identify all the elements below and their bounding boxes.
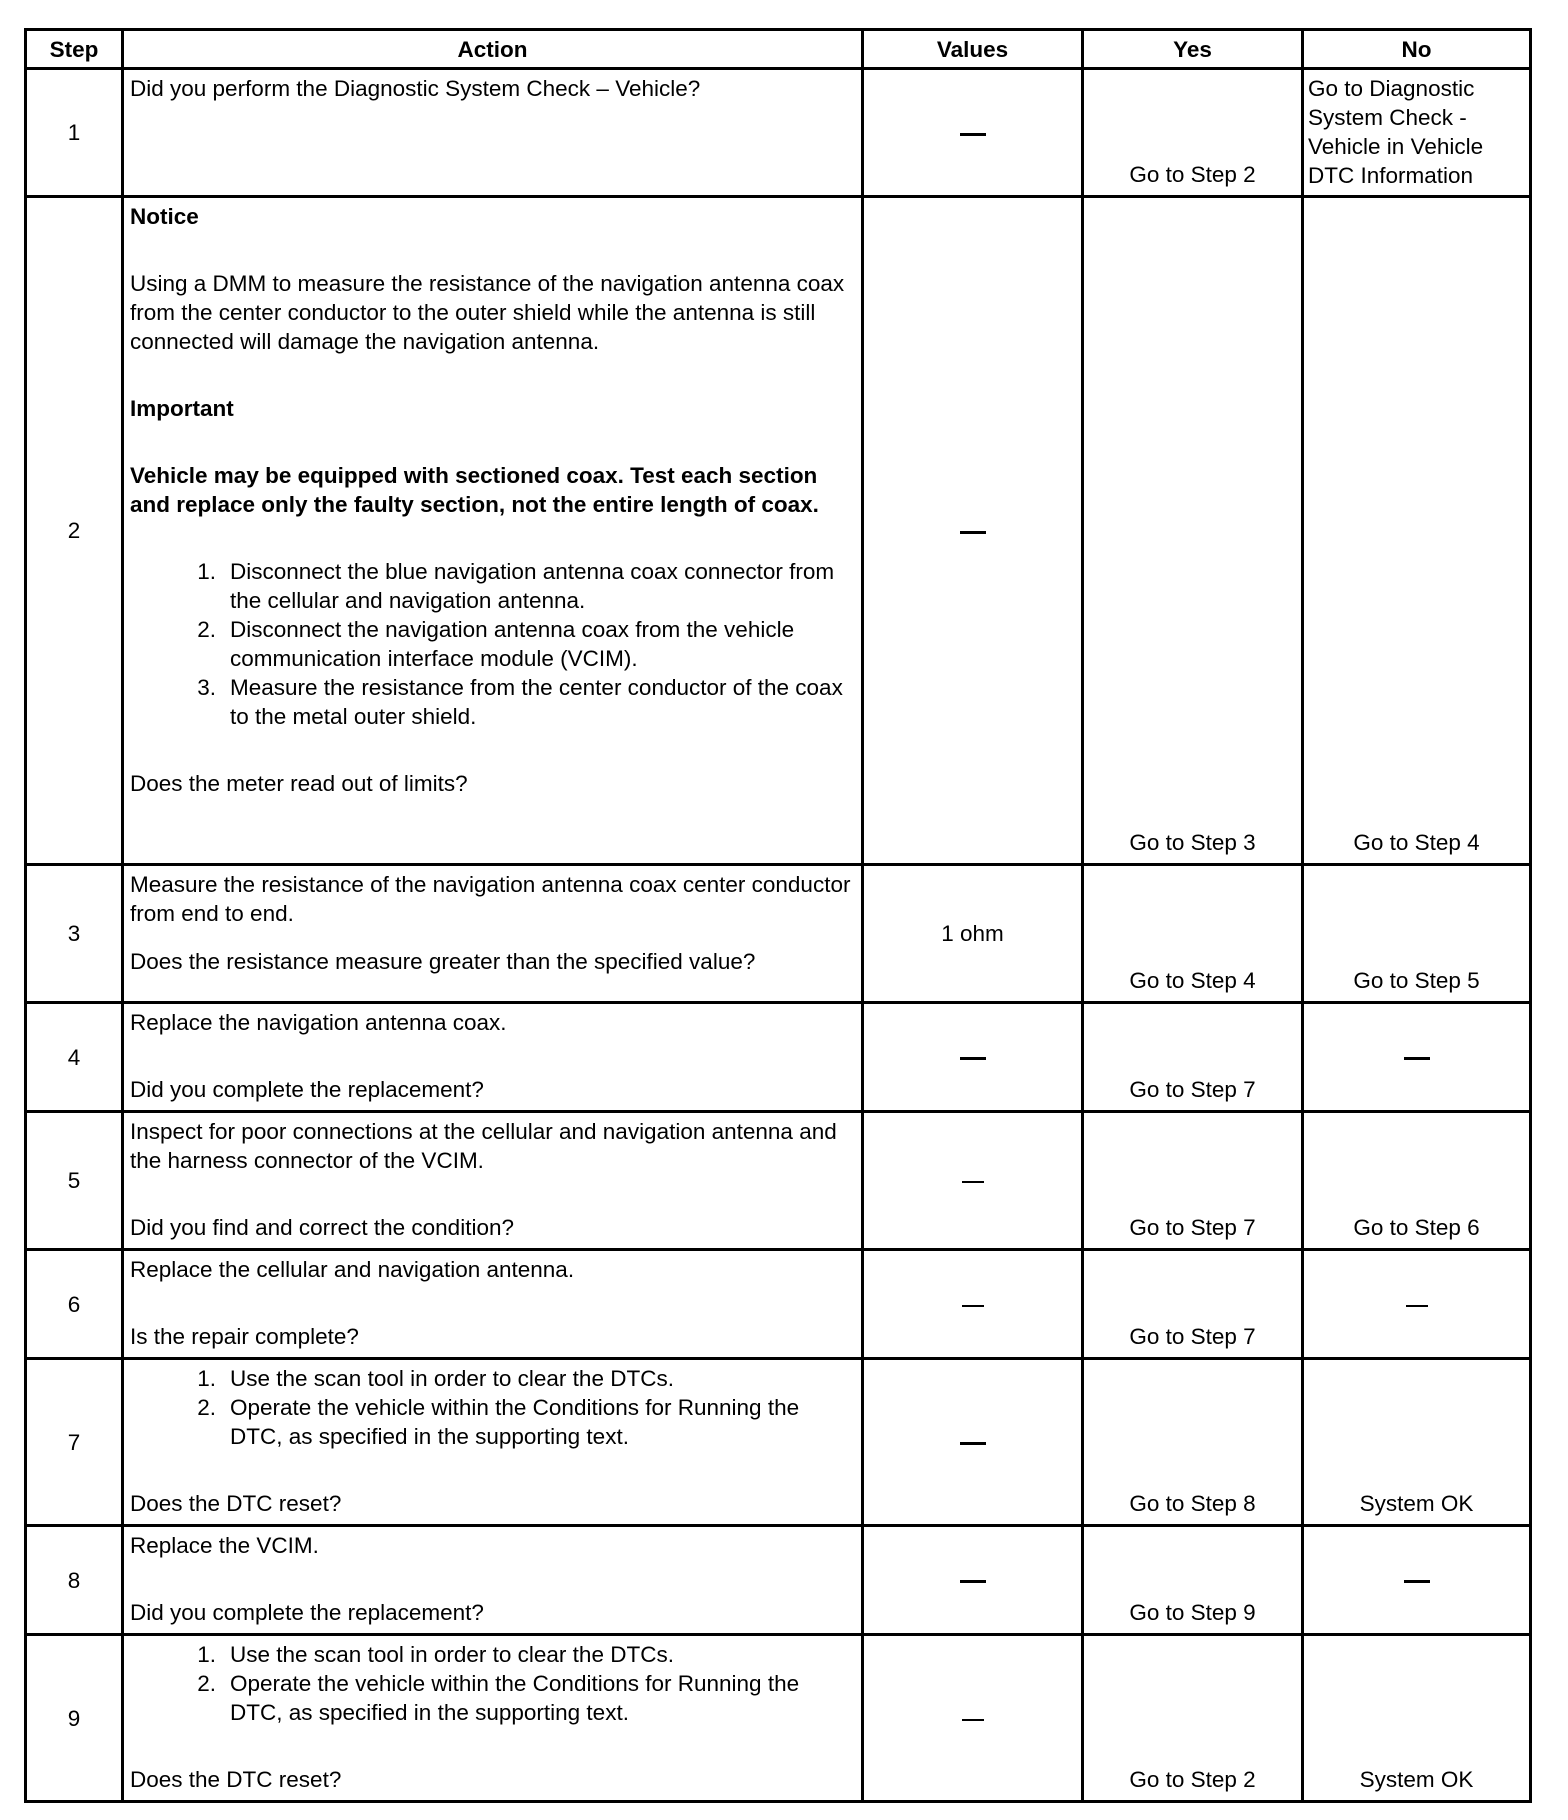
question-text: Did you find and correct the condition? bbox=[130, 1215, 514, 1240]
step-number: 7 bbox=[26, 1359, 123, 1526]
yes-text: Go to Step 8 bbox=[1129, 1491, 1256, 1516]
action-text: Replace the VCIM. bbox=[130, 1533, 319, 1558]
no-cell bbox=[1303, 1250, 1531, 1359]
action-cell bbox=[123, 197, 863, 865]
yes-cell bbox=[1083, 197, 1303, 865]
dash-mark bbox=[962, 1305, 984, 1307]
dash-mark bbox=[962, 1719, 984, 1721]
list-text: Operate the vehicle within the Conditions for Running the DTC, as specified in the supporting text. bbox=[230, 1395, 800, 1449]
values-cell bbox=[863, 1003, 1083, 1112]
list-number: 3. bbox=[197, 675, 216, 700]
step-number: 2 bbox=[26, 197, 123, 865]
list-item bbox=[130, 615, 855, 673]
question-text: Is the repair complete? bbox=[130, 1324, 359, 1349]
yes-cell bbox=[1083, 1003, 1303, 1112]
table-row bbox=[26, 1112, 1531, 1250]
table-row bbox=[26, 197, 1531, 865]
yes-text: Go to Step 2 bbox=[1129, 1767, 1256, 1792]
list-item bbox=[130, 1364, 855, 1393]
important-heading: Important bbox=[130, 396, 234, 421]
table-row bbox=[26, 1635, 1531, 1802]
yes-text: Go to Step 4 bbox=[1129, 968, 1256, 993]
action-cell bbox=[123, 1250, 863, 1359]
values-cell: 1 ohm bbox=[863, 865, 1083, 1003]
question-text: Does the meter read out of limits? bbox=[130, 771, 468, 796]
values-cell bbox=[863, 1250, 1083, 1359]
list-number: 2. bbox=[197, 1395, 216, 1420]
dash-mark bbox=[960, 1442, 986, 1445]
yes-text: Go to Step 3 bbox=[1129, 830, 1256, 855]
dash-mark bbox=[960, 1580, 986, 1583]
step-number: 4 bbox=[26, 1003, 123, 1112]
no-text: Go to Step 4 bbox=[1353, 830, 1480, 855]
table-row bbox=[26, 1526, 1531, 1635]
no-cell bbox=[1303, 1526, 1531, 1635]
action-text: Did you perform the Diagnostic System Check – Vehicle? bbox=[130, 76, 701, 101]
dash-mark bbox=[962, 1181, 984, 1183]
action-cell bbox=[123, 1003, 863, 1112]
procedure-list bbox=[130, 1640, 855, 1727]
action-cell bbox=[123, 1112, 863, 1250]
yes-text: Go to Step 7 bbox=[1129, 1215, 1256, 1240]
diagnostic-table bbox=[24, 28, 1532, 1803]
important-text: Vehicle may be equipped with sectioned coax. Test each section and replace only the faulty section, not the entire length of coax. bbox=[130, 463, 819, 517]
list-item bbox=[130, 557, 855, 615]
notice-heading: Notice bbox=[130, 204, 199, 229]
step-number: 9 bbox=[26, 1635, 123, 1802]
table-row bbox=[26, 865, 1531, 1003]
action-cell bbox=[123, 865, 863, 1003]
header-yes: Yes bbox=[1083, 30, 1303, 69]
dash-mark bbox=[960, 1057, 986, 1060]
question-text: Did you complete the replacement? bbox=[130, 1600, 484, 1625]
yes-text: Go to Step 2 bbox=[1129, 162, 1256, 187]
header-action: Action bbox=[123, 30, 863, 69]
step-number: 5 bbox=[26, 1112, 123, 1250]
list-item bbox=[130, 673, 855, 731]
list-text: Measure the resistance from the center conductor of the coax to the metal outer shield. bbox=[230, 675, 843, 729]
list-text: Disconnect the navigation antenna coax from the vehicle communication interface module (VCIM). bbox=[230, 617, 795, 671]
action-text: Replace the navigation antenna coax. bbox=[130, 1010, 507, 1035]
table-row bbox=[26, 1250, 1531, 1359]
table-row bbox=[26, 69, 1531, 197]
yes-text: Go to Step 7 bbox=[1129, 1077, 1256, 1102]
values-cell bbox=[863, 69, 1083, 197]
procedure-list bbox=[130, 557, 855, 731]
procedure-list bbox=[130, 1364, 855, 1451]
yes-cell bbox=[1083, 1112, 1303, 1250]
yes-cell bbox=[1083, 865, 1303, 1003]
action-cell bbox=[123, 69, 863, 197]
yes-cell bbox=[1083, 1526, 1303, 1635]
notice-text: Using a DMM to measure the resistance of the navigation antenna coax from the center conductor to the outer shield while the antenna is still connected will damage the navigation antenna. bbox=[130, 271, 845, 354]
values-cell bbox=[863, 197, 1083, 865]
list-number: 1. bbox=[197, 1366, 216, 1391]
step-number: 6 bbox=[26, 1250, 123, 1359]
action-text: Inspect for poor connections at the cellular and navigation antenna and the harness connector of the VCIM. bbox=[130, 1119, 837, 1173]
yes-text: Go to Step 9 bbox=[1129, 1600, 1256, 1625]
step-number: 3 bbox=[26, 865, 123, 1003]
values-cell bbox=[863, 1635, 1083, 1802]
list-number: 1. bbox=[197, 559, 216, 584]
yes-cell bbox=[1083, 1359, 1303, 1526]
list-item bbox=[130, 1393, 855, 1451]
table-header-row bbox=[26, 30, 1531, 69]
dash-mark bbox=[960, 531, 986, 534]
list-text: Disconnect the blue navigation antenna coax connector from the cellular and navigation antenna. bbox=[230, 559, 835, 613]
action-text: Measure the resistance of the navigation antenna coax center conductor from end to end. bbox=[130, 872, 851, 926]
no-cell bbox=[1303, 197, 1531, 865]
no-cell bbox=[1303, 1112, 1531, 1250]
action-cell bbox=[123, 1635, 863, 1802]
dash-mark bbox=[1406, 1305, 1428, 1307]
question-text: Does the resistance measure greater than the specified value? bbox=[130, 949, 756, 974]
list-number: 2. bbox=[197, 1671, 216, 1696]
step-number: 8 bbox=[26, 1526, 123, 1635]
yes-text: Go to Step 7 bbox=[1129, 1324, 1256, 1349]
yes-cell bbox=[1083, 1635, 1303, 1802]
header-values: Values bbox=[863, 30, 1083, 69]
no-text: Go to Step 5 bbox=[1353, 968, 1480, 993]
table-row bbox=[26, 1359, 1531, 1526]
no-text: System OK bbox=[1359, 1491, 1474, 1516]
values-cell bbox=[863, 1526, 1083, 1635]
question-text: Does the DTC reset? bbox=[130, 1767, 342, 1792]
step-number: 1 bbox=[26, 69, 123, 197]
question-text: Did you complete the replacement? bbox=[130, 1077, 484, 1102]
no-cell bbox=[1303, 69, 1531, 197]
list-text: Use the scan tool in order to clear the DTCs. bbox=[230, 1366, 674, 1391]
values-cell bbox=[863, 1112, 1083, 1250]
diagnostic-table-wrapper bbox=[24, 28, 1529, 1803]
values-cell bbox=[863, 1359, 1083, 1526]
action-text: Replace the cellular and navigation antenna. bbox=[130, 1257, 575, 1282]
list-text: Use the scan tool in order to clear the DTCs. bbox=[230, 1642, 674, 1667]
header-no: No bbox=[1303, 30, 1531, 69]
list-item bbox=[130, 1669, 855, 1727]
header-step: Step bbox=[26, 30, 123, 69]
dash-mark bbox=[1404, 1580, 1430, 1583]
yes-cell bbox=[1083, 1250, 1303, 1359]
yes-cell bbox=[1083, 69, 1303, 197]
no-text: Go to Step 6 bbox=[1353, 1215, 1480, 1240]
list-item bbox=[130, 1640, 855, 1669]
table-row bbox=[26, 1003, 1531, 1112]
no-cell bbox=[1303, 1359, 1531, 1526]
action-cell bbox=[123, 1526, 863, 1635]
no-cell bbox=[1303, 1003, 1531, 1112]
no-cell bbox=[1303, 1635, 1531, 1802]
question-text: Does the DTC reset? bbox=[130, 1491, 342, 1516]
dash-mark bbox=[960, 133, 986, 136]
dash-mark bbox=[1404, 1057, 1430, 1060]
list-text: Operate the vehicle within the Conditions for Running the DTC, as specified in the supporting text. bbox=[230, 1671, 800, 1725]
action-cell bbox=[123, 1359, 863, 1526]
no-text: System OK bbox=[1359, 1767, 1474, 1792]
list-number: 1. bbox=[197, 1642, 216, 1667]
list-number: 2. bbox=[197, 617, 216, 642]
no-text: Go to Diagnostic System Check - Vehicle in Vehicle DTC Information bbox=[1308, 76, 1484, 188]
no-cell bbox=[1303, 865, 1531, 1003]
